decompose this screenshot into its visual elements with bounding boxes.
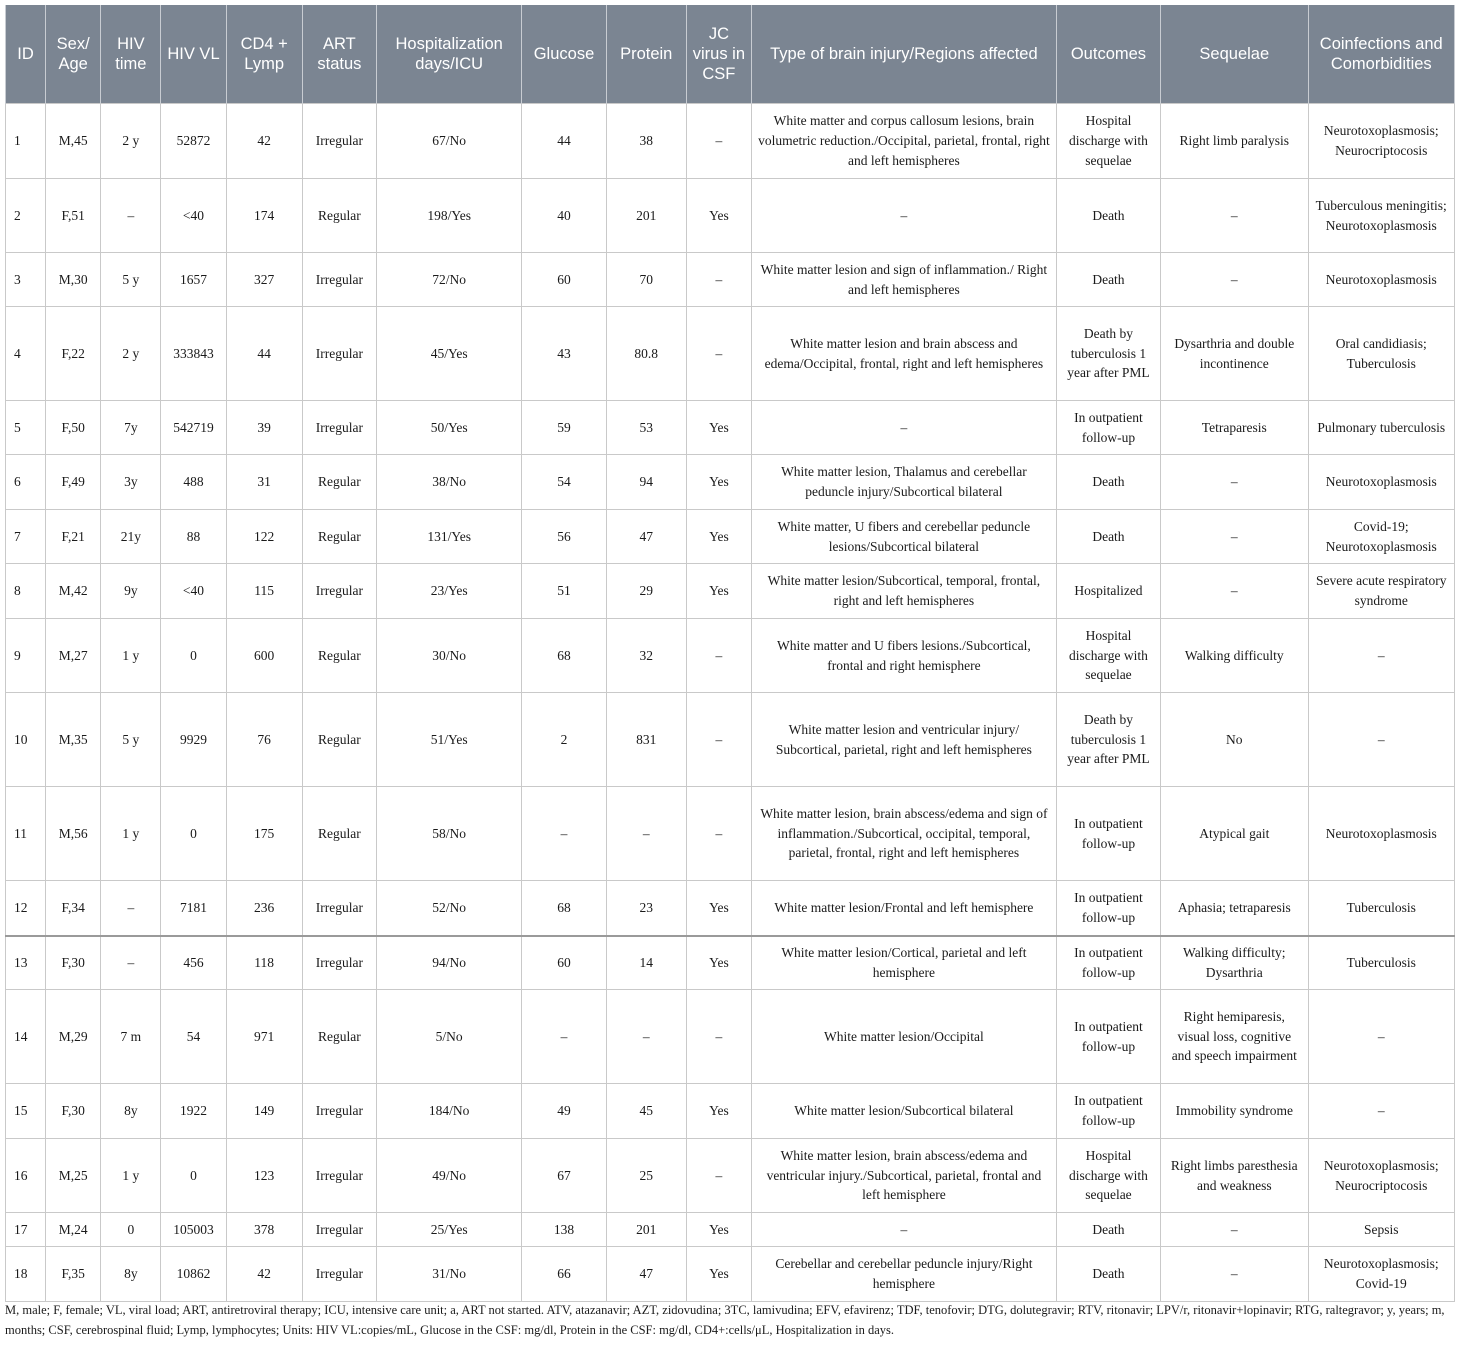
cell-outcomes: Death by tuberculosis 1 year after PML (1056, 307, 1160, 401)
cell-cd4-lymp: 600 (226, 619, 302, 693)
cell-brain-injury: White matter lesion/Occipital (751, 990, 1056, 1084)
cell-coinfections: – (1308, 990, 1455, 1084)
cell-sequelae: Dysarthria and double incontinence (1161, 307, 1308, 401)
cell-art-status: Irregular (302, 253, 376, 307)
cell-jc-virus: – (686, 104, 751, 179)
cell-hospitalization: 50/Yes (376, 401, 521, 455)
cell-brain-injury: White matter lesion/Subcortical, temporal, frontal, right and left hemispheres (751, 564, 1056, 619)
cell-glucose: 51 (522, 564, 606, 619)
cell-coinfections: Neurotoxoplasmosis (1308, 787, 1455, 881)
cell-sex-age: M,29 (46, 990, 101, 1084)
cell-outcomes: Death (1056, 179, 1160, 253)
table-row (6, 1213, 1455, 1247)
cell-protein: – (606, 787, 686, 881)
cell-hospitalization: 5/No (376, 990, 521, 1084)
cell-hiv-vl: 1922 (161, 1084, 226, 1139)
cell-hiv-time: 2 y (101, 104, 161, 179)
cell-hiv-vl: 9929 (161, 693, 226, 787)
cell-glucose: 60 (522, 936, 606, 990)
cell-sequelae: Immobility syndrome (1161, 1084, 1308, 1139)
cell-id: 15 (6, 1084, 46, 1139)
cell-hiv-vl: 456 (161, 936, 226, 990)
cell-hospitalization: 72/No (376, 253, 521, 307)
cell-protein: 14 (606, 936, 686, 990)
cell-cd4-lymp: 149 (226, 1084, 302, 1139)
cell-cd4-lymp: 236 (226, 881, 302, 936)
cell-protein: 45 (606, 1084, 686, 1139)
cell-cd4-lymp: 122 (226, 510, 302, 564)
cell-sequelae: – (1161, 1247, 1308, 1302)
cell-coinfections: Tuberculosis (1308, 936, 1455, 990)
cell-protein: 23 (606, 881, 686, 936)
cell-glucose: 43 (522, 307, 606, 401)
cell-jc-virus: – (686, 990, 751, 1084)
table-row (6, 881, 1455, 936)
table-row (6, 564, 1455, 619)
cell-protein: 201 (606, 1213, 686, 1247)
cell-glucose: 138 (522, 1213, 606, 1247)
cell-art-status: Irregular (302, 1247, 376, 1302)
header-sequelae: Sequelae (1161, 5, 1308, 104)
cell-cd4-lymp: 76 (226, 693, 302, 787)
cell-hiv-vl: 333843 (161, 307, 226, 401)
cell-coinfections: Neurotoxoplasmosis (1308, 455, 1455, 510)
cell-brain-injury: White matter and U fibers lesions./Subcortical, frontal and right hemisphere (751, 619, 1056, 693)
cell-brain-injury: White matter lesion/Subcortical bilateral (751, 1084, 1056, 1139)
cell-sequelae: No (1161, 693, 1308, 787)
cell-protein: 47 (606, 510, 686, 564)
cell-art-status: Irregular (302, 104, 376, 179)
table-row (6, 253, 1455, 307)
cell-id: 13 (6, 936, 46, 990)
cell-id: 7 (6, 510, 46, 564)
cell-sex-age: F,50 (46, 401, 101, 455)
cell-art-status: Irregular (302, 1084, 376, 1139)
header-brain-injury: Type of brain injury/Regions affected (751, 5, 1056, 104)
cell-protein: 38 (606, 104, 686, 179)
cell-cd4-lymp: 378 (226, 1213, 302, 1247)
cell-hospitalization: 94/No (376, 936, 521, 990)
cell-outcomes: Death (1056, 510, 1160, 564)
cell-outcomes: Death (1056, 1213, 1160, 1247)
patients-table (5, 5, 1455, 1302)
cell-art-status: Regular (302, 693, 376, 787)
table-row (6, 936, 1455, 990)
cell-hiv-time: 9y (101, 564, 161, 619)
cell-protein: 29 (606, 564, 686, 619)
cell-outcomes: Hospitalized (1056, 564, 1160, 619)
cell-jc-virus: Yes (686, 401, 751, 455)
cell-hospitalization: 184/No (376, 1084, 521, 1139)
cell-art-status: Irregular (302, 936, 376, 990)
cell-outcomes: Death (1056, 455, 1160, 510)
cell-art-status: Regular (302, 619, 376, 693)
table-row (6, 179, 1455, 253)
cell-art-status: Irregular (302, 1139, 376, 1213)
cell-jc-virus: – (686, 1139, 751, 1213)
cell-outcomes: Hospital discharge with sequelae (1056, 619, 1160, 693)
table-row (6, 619, 1455, 693)
cell-hiv-time: 1 y (101, 619, 161, 693)
header-jc-virus: JC virus in CSF (686, 5, 751, 104)
cell-id: 17 (6, 1213, 46, 1247)
cell-art-status: Irregular (302, 401, 376, 455)
cell-glucose: 2 (522, 693, 606, 787)
cell-brain-injury: White matter lesion and sign of inflammation./ Right and left hemispheres (751, 253, 1056, 307)
cell-sex-age: M,24 (46, 1213, 101, 1247)
cell-protein: 25 (606, 1139, 686, 1213)
cell-hospitalization: 45/Yes (376, 307, 521, 401)
cell-brain-injury: White matter and corpus callosum lesions, brain volumetric reduction./Occipital, parietal, frontal, right and left hemispheres (751, 104, 1056, 179)
cell-protein: 53 (606, 401, 686, 455)
cell-coinfections: Tuberculous meningitis; Neurotoxoplasmosis (1308, 179, 1455, 253)
cell-art-status: Regular (302, 179, 376, 253)
cell-brain-injury: White matter lesion and brain abscess and edema/Occipital, frontal, right and left hemispheres (751, 307, 1056, 401)
cell-id: 5 (6, 401, 46, 455)
cell-coinfections: Neurotoxoplasmosis; Covid-19 (1308, 1247, 1455, 1302)
cell-jc-virus: Yes (686, 455, 751, 510)
header-hospitalization: Hospitalization days/ICU (376, 5, 521, 104)
cell-id: 6 (6, 455, 46, 510)
cell-hiv-time: – (101, 881, 161, 936)
cell-coinfections: Oral candidiasis; Tuberculosis (1308, 307, 1455, 401)
cell-jc-virus: Yes (686, 881, 751, 936)
cell-brain-injury: White matter lesion, brain abscess/edema and sign of inflammation./Subcortical, occipital, temporal, parietal, frontal, right and left hemispheres (751, 787, 1056, 881)
cell-brain-injury: White matter lesion and ventricular injury/ Subcortical, parietal, right and left hemispheres (751, 693, 1056, 787)
cell-hiv-time: 5 y (101, 693, 161, 787)
cell-hospitalization: 52/No (376, 881, 521, 936)
cell-coinfections: Neurotoxoplasmosis; Neurocriptocosis (1308, 1139, 1455, 1213)
cell-glucose: – (522, 787, 606, 881)
cell-hiv-time: 2 y (101, 307, 161, 401)
cell-cd4-lymp: 42 (226, 104, 302, 179)
cell-hospitalization: 30/No (376, 619, 521, 693)
cell-hiv-time: 8y (101, 1084, 161, 1139)
cell-art-status: Regular (302, 990, 376, 1084)
cell-protein: 80.8 (606, 307, 686, 401)
cell-art-status: Regular (302, 510, 376, 564)
cell-id: 1 (6, 104, 46, 179)
cell-sex-age: M,30 (46, 253, 101, 307)
cell-hiv-time: – (101, 179, 161, 253)
cell-glucose: 67 (522, 1139, 606, 1213)
cell-sequelae: Right limb paralysis (1161, 104, 1308, 179)
cell-coinfections: Neurotoxoplasmosis (1308, 253, 1455, 307)
cell-jc-virus: – (686, 253, 751, 307)
cell-hiv-vl: <40 (161, 179, 226, 253)
cell-cd4-lymp: 42 (226, 1247, 302, 1302)
cell-brain-injury: Cerebellar and cerebellar peduncle injury/Right hemisphere (751, 1247, 1056, 1302)
cell-art-status: Irregular (302, 307, 376, 401)
cell-outcomes: Death by tuberculosis 1 year after PML (1056, 693, 1160, 787)
cell-hospitalization: 49/No (376, 1139, 521, 1213)
cell-jc-virus: – (686, 693, 751, 787)
cell-sex-age: M,25 (46, 1139, 101, 1213)
table-row (6, 104, 1455, 179)
cell-protein: 201 (606, 179, 686, 253)
cell-hiv-vl: 7181 (161, 881, 226, 936)
cell-hiv-vl: <40 (161, 564, 226, 619)
cell-coinfections: Pulmonary tuberculosis (1308, 401, 1455, 455)
cell-jc-virus: Yes (686, 564, 751, 619)
cell-coinfections: Neurotoxoplasmosis; Neurocriptocosis (1308, 104, 1455, 179)
cell-glucose: 56 (522, 510, 606, 564)
cell-hiv-time: 8y (101, 1247, 161, 1302)
cell-sex-age: F,21 (46, 510, 101, 564)
cell-art-status: Irregular (302, 564, 376, 619)
cell-hiv-vl: 0 (161, 787, 226, 881)
cell-id: 9 (6, 619, 46, 693)
cell-outcomes: Hospital discharge with sequelae (1056, 1139, 1160, 1213)
cell-outcomes: Death (1056, 253, 1160, 307)
table-row (6, 693, 1455, 787)
cell-sequelae: – (1161, 455, 1308, 510)
cell-id: 8 (6, 564, 46, 619)
cell-sex-age: M,42 (46, 564, 101, 619)
cell-glucose: 68 (522, 881, 606, 936)
header-id: ID (6, 5, 46, 104)
cell-jc-virus: Yes (686, 510, 751, 564)
cell-hiv-vl: 0 (161, 1139, 226, 1213)
cell-hiv-vl: 0 (161, 619, 226, 693)
table-footnote: M, male; F, female; VL, viral load; ART, antiretroviral therapy; ICU, intensive care unit; a, ART not started. ATV, atazanavir; AZT, zidovudina; 3TC, lamivudina; EFV, efavirenz; TDF, tenofovir; DTG, dolutegravir; RTV, ritonavir; LPV/r, ritonavir+lopinavir; RTG, raltegravor; y, years; m, months; CSF, cerebrospinal fluid; Lymp, lymphocytes; Units: HIV VL:copies/mL, Glucose in the CSF: mg/dl, Protein in the CSF: mg/dl, CD4+:cells/μL, Hospitalization in days. (5, 1303, 1445, 1337)
cell-brain-injury: White matter, U fibers and cerebellar peduncle lesions/Subcortical bilateral (751, 510, 1056, 564)
header-hiv-vl: HIV VL (161, 5, 226, 104)
cell-hiv-vl: 542719 (161, 401, 226, 455)
table-row (6, 307, 1455, 401)
header-cd4-lymp: CD4 + Lymp (226, 5, 302, 104)
cell-hiv-vl: 54 (161, 990, 226, 1084)
table-row (6, 1139, 1455, 1213)
cell-outcomes: Hospital discharge with sequelae (1056, 104, 1160, 179)
cell-hiv-vl: 52872 (161, 104, 226, 179)
cell-outcomes: In outpatient follow-up (1056, 990, 1160, 1084)
cell-brain-injury: – (751, 401, 1056, 455)
cell-coinfections: – (1308, 693, 1455, 787)
cell-protein: 94 (606, 455, 686, 510)
cell-hiv-vl: 10862 (161, 1247, 226, 1302)
cell-sex-age: F,35 (46, 1247, 101, 1302)
cell-sequelae: Walking difficulty; Dysarthria (1161, 936, 1308, 990)
cell-id: 4 (6, 307, 46, 401)
table-row (6, 455, 1455, 510)
cell-id: 16 (6, 1139, 46, 1213)
cell-hospitalization: 23/Yes (376, 564, 521, 619)
cell-brain-injury: – (751, 179, 1056, 253)
header-row (6, 5, 1455, 104)
cell-sequelae: Atypical gait (1161, 787, 1308, 881)
cell-glucose: 68 (522, 619, 606, 693)
cell-sequelae: Right limbs paresthesia and weakness (1161, 1139, 1308, 1213)
cell-coinfections: – (1308, 619, 1455, 693)
cell-protein: 32 (606, 619, 686, 693)
cell-id: 11 (6, 787, 46, 881)
cell-art-status: Irregular (302, 1213, 376, 1247)
cell-outcomes: In outpatient follow-up (1056, 936, 1160, 990)
cell-hiv-time: 3y (101, 455, 161, 510)
cell-sex-age: M,35 (46, 693, 101, 787)
cell-art-status: Irregular (302, 881, 376, 936)
cell-cd4-lymp: 971 (226, 990, 302, 1084)
cell-coinfections: Sepsis (1308, 1213, 1455, 1247)
cell-sex-age: F,22 (46, 307, 101, 401)
table-row (6, 401, 1455, 455)
cell-sequelae: Right hemiparesis, visual loss, cognitive and speech impairment (1161, 990, 1308, 1084)
cell-sex-age: M,27 (46, 619, 101, 693)
cell-id: 12 (6, 881, 46, 936)
cell-sex-age: F,49 (46, 455, 101, 510)
cell-sequelae: Walking difficulty (1161, 619, 1308, 693)
cell-cd4-lymp: 123 (226, 1139, 302, 1213)
cell-outcomes: In outpatient follow-up (1056, 1084, 1160, 1139)
cell-id: 10 (6, 693, 46, 787)
cell-protein: 831 (606, 693, 686, 787)
cell-glucose: – (522, 990, 606, 1084)
cell-art-status: Regular (302, 455, 376, 510)
cell-glucose: 60 (522, 253, 606, 307)
header-outcomes: Outcomes (1056, 5, 1160, 104)
cell-outcomes: In outpatient follow-up (1056, 401, 1160, 455)
header-coinfections: Coinfections and Comorbidities (1308, 5, 1455, 104)
header-sex-age: Sex/ Age (46, 5, 101, 104)
cell-hiv-time: 1 y (101, 1139, 161, 1213)
cell-hospitalization: 198/Yes (376, 179, 521, 253)
cell-hiv-time: 7y (101, 401, 161, 455)
cell-cd4-lymp: 327 (226, 253, 302, 307)
cell-sex-age: M,56 (46, 787, 101, 881)
cell-jc-virus: Yes (686, 1247, 751, 1302)
cell-jc-virus: – (686, 619, 751, 693)
cell-sequelae: – (1161, 179, 1308, 253)
cell-hiv-vl: 1657 (161, 253, 226, 307)
cell-id: 2 (6, 179, 46, 253)
cell-glucose: 59 (522, 401, 606, 455)
header-glucose: Glucose (522, 5, 606, 104)
cell-coinfections: – (1308, 1084, 1455, 1139)
cell-hospitalization: 67/No (376, 104, 521, 179)
cell-glucose: 49 (522, 1084, 606, 1139)
cell-jc-virus: Yes (686, 179, 751, 253)
table-row (6, 1247, 1455, 1302)
table-row (6, 510, 1455, 564)
cell-glucose: 66 (522, 1247, 606, 1302)
cell-brain-injury: White matter lesion/Cortical, parietal and left hemisphere (751, 936, 1056, 990)
table-row (6, 990, 1455, 1084)
cell-sequelae: – (1161, 1213, 1308, 1247)
cell-brain-injury: White matter lesion, Thalamus and cerebellar peduncle injury/Subcortical bilateral (751, 455, 1056, 510)
cell-hiv-time: 21y (101, 510, 161, 564)
cell-outcomes: In outpatient follow-up (1056, 787, 1160, 881)
cell-coinfections: Covid-19; Neurotoxoplasmosis (1308, 510, 1455, 564)
cell-sequelae: Tetraparesis (1161, 401, 1308, 455)
cell-hiv-vl: 105003 (161, 1213, 226, 1247)
cell-cd4-lymp: 31 (226, 455, 302, 510)
table-body (6, 104, 1455, 1302)
table-container (5, 5, 1455, 1302)
header-art-status: ART status (302, 5, 376, 104)
cell-jc-virus: Yes (686, 936, 751, 990)
cell-outcomes: Death (1056, 1247, 1160, 1302)
header-hiv-time: HIV time (101, 5, 161, 104)
cell-hospitalization: 25/Yes (376, 1213, 521, 1247)
cell-cd4-lymp: 44 (226, 307, 302, 401)
cell-coinfections: Tuberculosis (1308, 881, 1455, 936)
cell-cd4-lymp: 115 (226, 564, 302, 619)
cell-hospitalization: 131/Yes (376, 510, 521, 564)
cell-hospitalization: 38/No (376, 455, 521, 510)
cell-protein: – (606, 990, 686, 1084)
cell-sex-age: F,30 (46, 1084, 101, 1139)
cell-jc-virus: – (686, 787, 751, 881)
cell-sequelae: – (1161, 253, 1308, 307)
cell-sex-age: F,51 (46, 179, 101, 253)
cell-cd4-lymp: 175 (226, 787, 302, 881)
cell-sequelae: – (1161, 564, 1308, 619)
cell-id: 3 (6, 253, 46, 307)
table-row (6, 787, 1455, 881)
table-row (6, 1084, 1455, 1139)
cell-cd4-lymp: 174 (226, 179, 302, 253)
cell-hospitalization: 51/Yes (376, 693, 521, 787)
cell-glucose: 40 (522, 179, 606, 253)
cell-jc-virus: Yes (686, 1213, 751, 1247)
cell-hiv-time: 0 (101, 1213, 161, 1247)
cell-hospitalization: 58/No (376, 787, 521, 881)
cell-coinfections: Severe acute respiratory syndrome (1308, 564, 1455, 619)
cell-brain-injury: White matter lesion, brain abscess/edema and ventricular injury./Subcortical, parietal, frontal and left hemisphere (751, 1139, 1056, 1213)
cell-brain-injury: – (751, 1213, 1056, 1247)
cell-cd4-lymp: 39 (226, 401, 302, 455)
header-protein: Protein (606, 5, 686, 104)
cell-hiv-time: 5 y (101, 253, 161, 307)
cell-hiv-vl: 488 (161, 455, 226, 510)
cell-protein: 47 (606, 1247, 686, 1302)
cell-glucose: 44 (522, 104, 606, 179)
cell-protein: 70 (606, 253, 686, 307)
cell-id: 18 (6, 1247, 46, 1302)
cell-sex-age: F,30 (46, 936, 101, 990)
cell-outcomes: In outpatient follow-up (1056, 881, 1160, 936)
cell-art-status: Regular (302, 787, 376, 881)
cell-glucose: 54 (522, 455, 606, 510)
cell-hiv-time: 7 m (101, 990, 161, 1084)
cell-cd4-lymp: 118 (226, 936, 302, 990)
cell-hiv-vl: 88 (161, 510, 226, 564)
cell-jc-virus: – (686, 307, 751, 401)
cell-sex-age: F,34 (46, 881, 101, 936)
cell-sequelae: Aphasia; tetraparesis (1161, 881, 1308, 936)
cell-sequelae: – (1161, 510, 1308, 564)
cell-sex-age: M,45 (46, 104, 101, 179)
cell-brain-injury: White matter lesion/Frontal and left hemisphere (751, 881, 1056, 936)
cell-hospitalization: 31/No (376, 1247, 521, 1302)
cell-hiv-time: – (101, 936, 161, 990)
cell-jc-virus: Yes (686, 1084, 751, 1139)
cell-id: 14 (6, 990, 46, 1084)
cell-hiv-time: 1 y (101, 787, 161, 881)
